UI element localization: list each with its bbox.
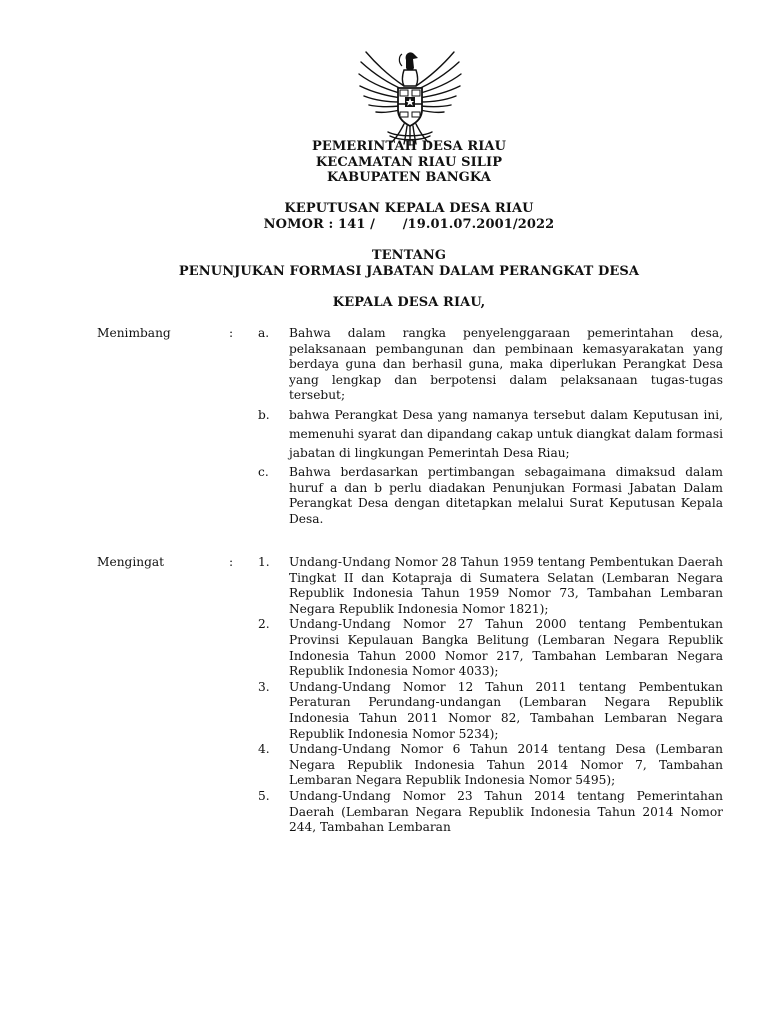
decree-heading [0, 201, 768, 232]
item-text: Undang-Undang Nomor 12 Tahun 2011 tentang Pembentukan Peraturan Perundang-undangan (Lembaran Negara Republik Indonesia Tahun 2011 Nomor 82, Tambahan Lembaran Negara Republik Indonesia Nomor 5234); [289, 679, 723, 741]
item-marker: b. [258, 407, 270, 422]
list-item [258, 742, 723, 789]
item-marker: 2. [258, 617, 270, 632]
decree-subject [0, 248, 768, 279]
about-subject: PENUNJUKAN FORMASI JABATAN DALAM PERANGKAT DESA [178, 263, 640, 279]
list-item [258, 326, 723, 404]
menimbang-label: Menimbang [97, 326, 171, 340]
item-marker: 3. [258, 679, 270, 694]
list-item [258, 789, 723, 836]
decree-number: NOMOR : 141 / /19.01.07.2001/2022 [263, 216, 555, 232]
item-text: bahwa Perangkat Desa yang namanya tersebut dalam Keputusan ini, memenuhi syarat dan dipandang cakap untuk diangkat dalam formasi jabatan di lingkungan Pemerintah Desa Riau; [289, 407, 723, 460]
item-text: Bahwa berdasarkan pertimbangan sebagaimana dimaksud dalam huruf a dan b perlu diadakan Penunjukan Formasi Jabatan Dalam Perangkat Desa dengan ditetapkan melalui Surat Keputusan Kepala Desa. [289, 464, 723, 526]
list-item [258, 680, 723, 742]
item-marker: 4. [258, 742, 270, 757]
issuer-header [0, 139, 768, 186]
garuda-emblem-icon [356, 46, 464, 148]
list-item [258, 406, 723, 463]
issuer-title [0, 295, 768, 311]
item-marker: a. [258, 326, 270, 340]
item-text: Bahwa dalam rangka penyelenggaraan pemerintahan desa, pelaksanaan pembangunan dan pembinaan kemasyarakatan yang berdaya guna dan berhasil guna, maka diperlukan Perangkat Desa yang lengkap dan berpotensi dalam pelaksanaan tugas-tugas tersebut; [289, 326, 723, 403]
org-line-village: PEMERINTAH DESA RIAU [311, 139, 507, 154]
item-marker: 5. [258, 788, 270, 803]
list-item [258, 617, 723, 679]
mengingat-colon: : [229, 555, 234, 569]
menimbang-colon: : [229, 326, 234, 340]
item-text: Undang-Undang Nomor 28 Tahun 1959 tentang Pembentukan Daerah Tingkat II dan Kotapraja di Sumatera Selatan (Lembaran Negara Republik Indonesia Tahun 1959 Nomor 73, Tambahan Lembaran Negara Republik Indonesia Nomor 1821); [289, 555, 723, 616]
item-marker: c. [258, 464, 269, 479]
menimbang-list [258, 326, 723, 527]
about-label: TENTANG [371, 248, 447, 263]
item-text: Undang-Undang Nomor 27 Tahun 2000 tentang Pembentukan Provinsi Kepulauan Bangka Belitung (Lembaran Negara Republik Indonesia Tahun 2000 Nomor 217, Tambahan Lembaran Negara Republik Indonesia Nomor 4033); [289, 617, 723, 679]
org-line-regency: KABUPATEN BANGKA [327, 170, 491, 185]
mengingat-label: Mengingat [97, 555, 165, 569]
issuer-name: KEPALA DESA RIAU, [332, 295, 486, 310]
item-marker: 1. [258, 555, 270, 569]
mengingat-list [258, 555, 723, 836]
item-text: Undang-Undang Nomor 23 Tahun 2014 tentang Pemerintahan Daerah (Lembaran Negara Republik Indonesia Tahun 2014 Nomor 244, Tambahan Lembaran [289, 788, 723, 835]
item-text: Undang-Undang Nomor 6 Tahun 2014 tentang Desa (Lembaran Negara Republik Indonesia Tahun 2014 Nomor 7, Tambahan Lembaran Negara Republik Indonesia Nomor 5495); [289, 742, 723, 788]
decree-title: KEPUTUSAN KEPALA DESA RIAU [284, 201, 534, 216]
list-item [258, 555, 723, 617]
list-item [258, 465, 723, 527]
org-line-district: KECAMATAN RIAU SILIP [315, 154, 503, 170]
